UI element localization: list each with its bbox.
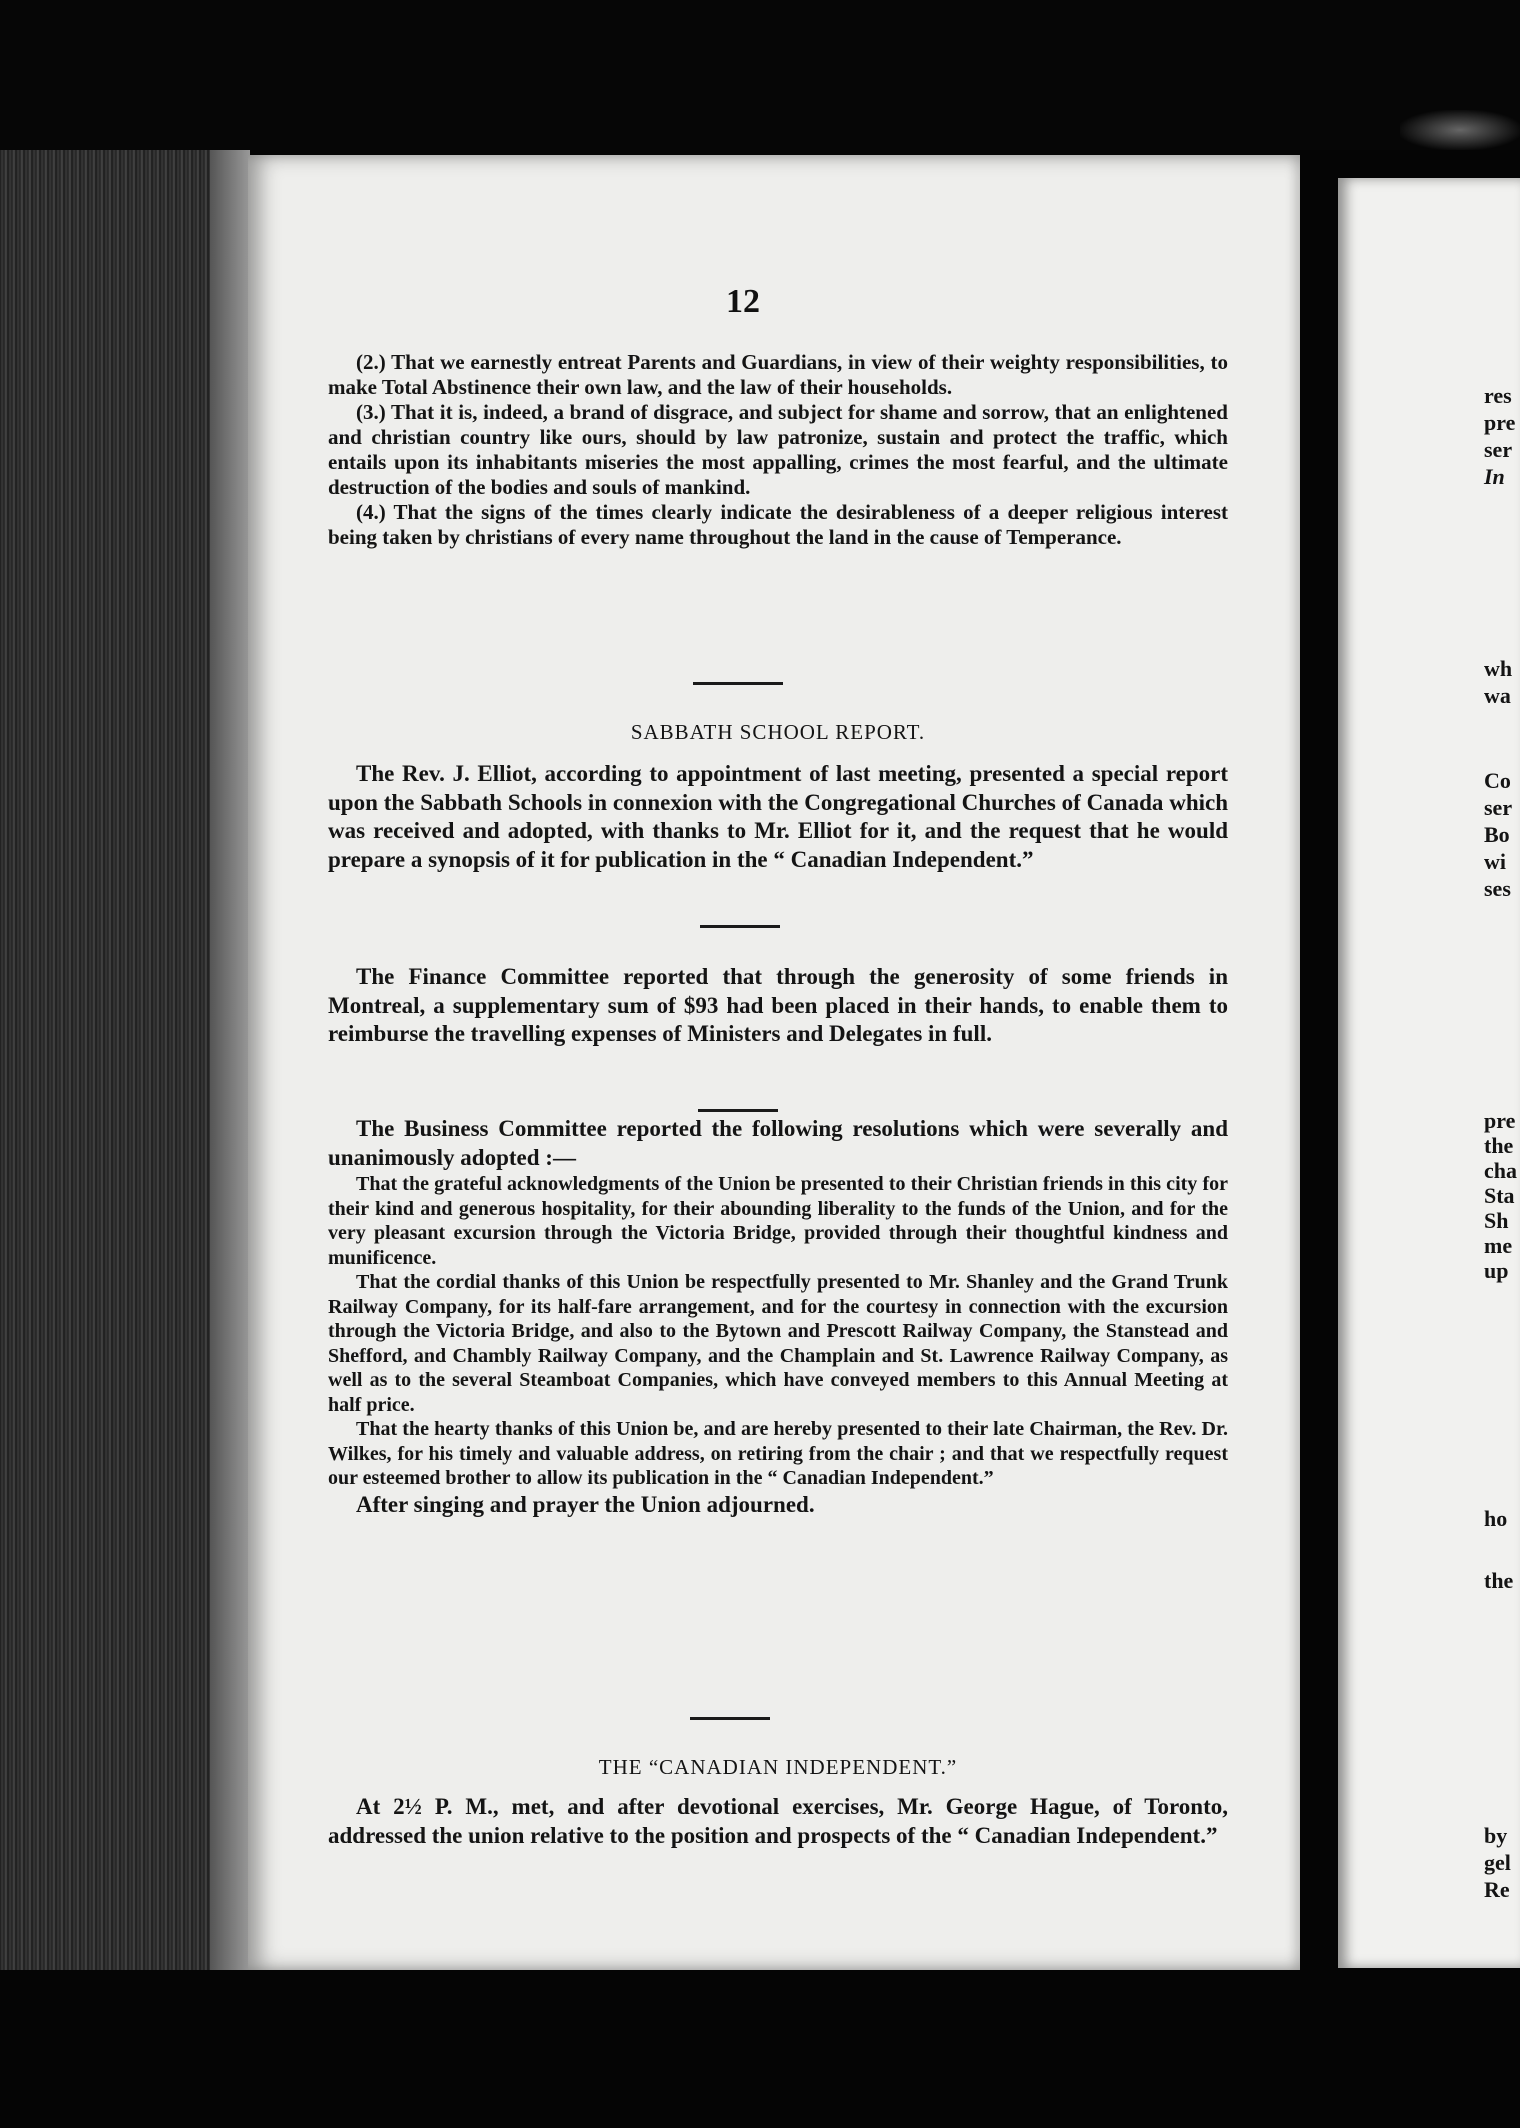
- canadian-independent-heading: THE “CANADIAN INDEPENDENT.”: [598, 1755, 958, 1779]
- resolution-4: (4.) That the signs of the times clearly indicate the desirableness of a deeper religious interest being taken by christians of every name throughout the land in the cause of Temperance.: [328, 500, 1228, 549]
- right-page-fragment: the: [1484, 1133, 1514, 1158]
- right-page-fragment: ser: [1484, 795, 1513, 820]
- right-page-fragment: wi: [1484, 849, 1506, 874]
- section-divider: [693, 682, 783, 685]
- right-page-fragment: ses: [1484, 876, 1511, 901]
- temperance-resolutions: [328, 350, 1228, 550]
- right-page-fragment: wh: [1484, 656, 1513, 681]
- right-page-fragment: cha: [1484, 1158, 1517, 1183]
- finance-paragraph: The Finance Committee reported that through the generosity of some friends in Montreal, a supplementary sum of $93 had been placed in their hands, to enable them to reimburse the travelling expenses of Ministers and Delegates in full.: [328, 964, 1228, 1046]
- resolution-3: (3.) That it is, indeed, a brand of disgrace, and subject for shame and sorrow, that an enlightened and christian country like ours, should by law patronize, sustain and protect the traffic, which entails upon its inhabitants miseries the most appalling, crimes the most fearful, and the ultimate destruction of the bodies and souls of mankind.: [328, 400, 1228, 499]
- right-page-fragment: Sh: [1484, 1208, 1509, 1233]
- right-page-fragment: up: [1484, 1258, 1509, 1283]
- right-page-fragment: wa: [1484, 683, 1511, 708]
- finance-committee: [328, 963, 1228, 1049]
- business-resolution: That the hearty thanks of this Union be, and are hereby presented to their late Chairman, the Rev. Dr. Wilkes, for his timely and valuable address, on retiring from the chair ; and that we respectfully request our esteemed brother to allow its publication in the “ Canadian Independent.”: [328, 1418, 1228, 1489]
- right-page-fragment: the: [1484, 1568, 1514, 1593]
- right-page: [1338, 178, 1520, 1968]
- business-closing: After singing and prayer the Union adjourned.: [356, 1491, 815, 1517]
- sabbath-school-heading: SABBATH SCHOOL REPORT.: [630, 720, 926, 744]
- section-divider: [698, 1109, 778, 1112]
- business-committee: [328, 1115, 1228, 1519]
- right-page-fragment: ho: [1484, 1506, 1508, 1531]
- sabbath-school-paragraph: The Rev. J. Elliot, according to appointment of last meeting, presented a special report upon the Sabbath Schools in connexion with the Congregational Churches of Canada which was received and adopted, with thanks to Mr. Elliot for it, and the request that he would prepare a synopsis of it for publication in the “ Canadian Independent.”: [328, 761, 1228, 872]
- right-page-fragment: pre: [1484, 1108, 1516, 1133]
- canadian-independent-paragraph: At 2½ P. M., met, and after devotional exercises, Mr. George Hague, of Toronto, addressed the union relative to the position and prospects of the “ Canadian Independent.”: [328, 1794, 1228, 1848]
- right-page-fragment: by: [1484, 1823, 1508, 1848]
- right-page-fragment: ser: [1484, 437, 1513, 462]
- right-page-fragment: Re: [1484, 1877, 1510, 1902]
- right-page-fragment: res: [1484, 383, 1512, 408]
- page-number: 12: [726, 283, 760, 320]
- canadian-independent-section: [328, 1793, 1228, 1850]
- left-page: [248, 155, 1300, 1970]
- section-divider: [690, 1717, 770, 1720]
- sabbath-school-report: [328, 760, 1228, 874]
- scan-artifact: [1400, 110, 1520, 150]
- right-page-fragment: gel: [1484, 1850, 1511, 1875]
- right-page-fragment: Sta: [1484, 1183, 1515, 1208]
- resolution-2: (2.) That we earnestly entreat Parents and Guardians, in view of their weighty responsibilities, to make Total Abstinence their own law, and the law of their households.: [328, 350, 1228, 399]
- right-page-fragment: Co: [1484, 768, 1511, 793]
- business-resolution: That the cordial thanks of this Union be respectfully presented to Mr. Shanley and the Grand Trunk Railway Company, for its half-fare arrangement, and for the courtesy in connection with the excursion through the Victoria Bridge, and also to the Bytown and Prescott Railway Company, the Stanstead and Shefford, and Chambly Railway Company, and the Champlain and St. Lawrence Railway Company, as well as to the several Steamboat Companies, which have conveyed members to this Annual Meeting at half price.: [328, 1271, 1228, 1416]
- right-page-fragment: pre: [1484, 410, 1516, 435]
- scan-background-top: [0, 0, 1520, 150]
- business-intro: The Business Committee reported the following resolutions which were severally and unanimously adopted :—: [328, 1116, 1228, 1170]
- section-divider: [700, 925, 780, 928]
- right-page-fragment: Bo: [1484, 822, 1510, 847]
- business-resolution: That the grateful acknowledgments of the Union be presented to their Christian friends in this city for their kind and generous hospitality, for their abounding liberality to the funds of the Union, and for the very pleasant excursion through the Victoria Bridge, provided through their thoughtful kindness and munificence.: [328, 1173, 1228, 1269]
- right-page-fragment: In: [1484, 464, 1505, 489]
- book-page-edges: [0, 150, 250, 1970]
- right-page-fragment: me: [1484, 1233, 1513, 1258]
